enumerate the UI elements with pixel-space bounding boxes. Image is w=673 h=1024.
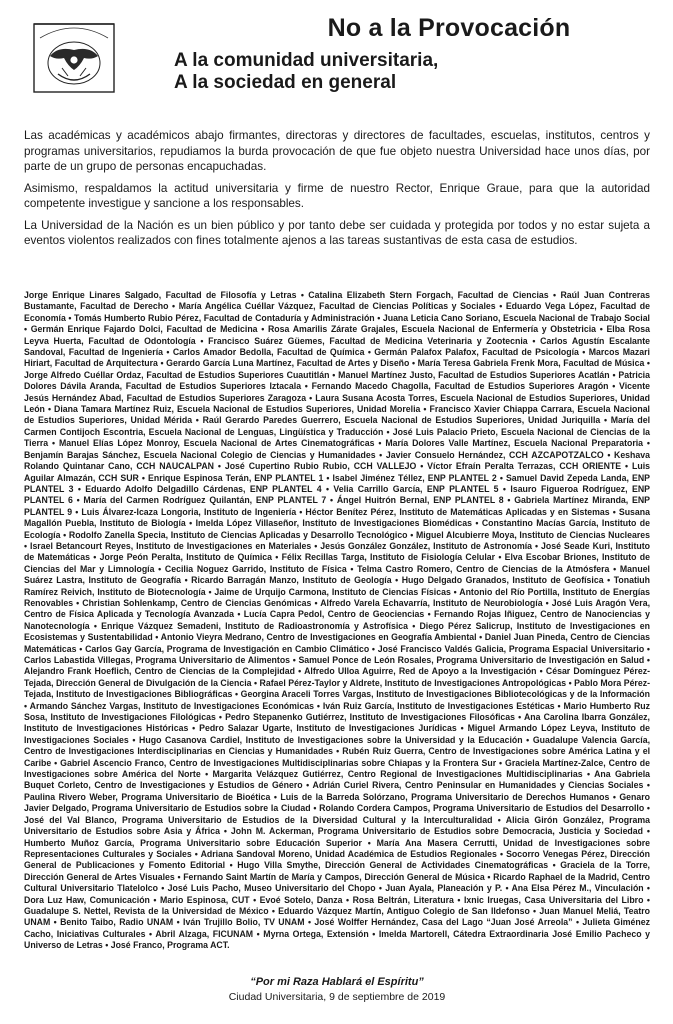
document-header [24,12,650,122]
university-motto: “Por mi Raza Hablará el Espíritu” [250,976,424,988]
place-and-date: Ciudad Universitaria, 9 de septiembre de 2019 [228,991,446,1003]
document-page [24,12,650,1003]
subtitle-line-2: A la sociedad en general [174,72,397,93]
unam-seal-logo [28,16,120,96]
signatories-list: Jorge Enrique Linares Salgado, Facultad de Filosofía y Letras • Catalina Elizabeth Stern Forgach, Facultad de Ciencias • Raúl Juan Contreras Bustamante, Facultad de Derecho • María Angélica Cuéllar Vázquez, Facultad de Ciencias Políticas y Sociales • Eduardo Vega López, Facultad de Economía • Tomás Humberto Rubio Pérez, Facultad de Contaduría y Administración • Juana Leticia Cano Soriano, Escuela Nacional de Trabajo Social • Germán Enrique Fajardo Dolci, Facultad de Medicina • Rosa Amarilis Zárate Grajales, Escuela Nacional de Enfermería y Obstetricia • Elba Rosa Leyva Huerta, Facultad de Odontología • Francisco Suárez Güemes, Facultad de Medicina Veterinaria y Zootecnia • Carlos Agustín Escalante Sandoval, Facultad de Ingeniería • Carlos Amador Bedolla, Facultad de Química • Germán Palafox Palafox, Facultad de Psicología • Marcos Mazari Hiriart, Facultad de Arquitectura • Gerardo García Luna Martínez, Facultad de Artes y Diseño • María Teresa Gabriela Frenk Mora, Facultad de Música • Jorge Alfredo Cuéllar Ordaz, Facultad de Estudios Superiores Cuautitlán • Manuel Martínez Justo, Facultad de Estudios Superiores Acatlán • Patricia Dolores Dávila Aranda, Facultad de Estudios Superiores Iztacala • Fernando Macedo Chagolla, Facultad de Estudios Superiores Aragón • Vicente Jesús Hernández Abad, Facultad de Estudios Superiores Zaragoza • Laura Susana Acosta Torres, Escuela Nacional de Estudios Superiores, Unidad León • Diana Tamara Martínez Ruiz, Escuela Nacional de Estudios Superiores, Unidad Morelia • Francisco Xavier Chiappa Carrara, Escuela Nacional de Estudios Superiores, Unidad Mérida • Raúl Gerardo Paredes Guerrero, Escuela Nacional de Estudios Superiores, Unidad Juriquilla • María del Carmen Contijoch Escontria, Escuela Nacional de Lenguas, Lingüística y Traducción • José Luis Palacio Prieto, Escuela Nacional de Ciencias de la Tierra • Manuel Elías López Monroy, Escuela Nacional de Artes Cinematográficas • María Dolores Valle Martínez, Escuela Nacional Preparatoria • Benjamín Barajas Sánchez, Escuela Nacional Colegio de Ciencias y Humanidades • Javier Consuelo Hernández, CCH AZCAPOTZALCO • Keshava Rolando Quintanar Cano, CCH NAUCALPAN • José Cupertino Rubio Rubio, CCH VALLEJO • Víctor Efraín Peralta Terrazas, CCH ORIENTE • Luis Aguilar Almazán, CCH SUR • Enrique Espinosa Terán, ENP PLANTEL 1 • Isabel Jiménez Téllez, ENP PLANTEL 2 • Samuel David Zepeda Landa, ENP PLANTEL 3 • Eduardo Adolfo Delgadillo Cárdenas, ENP PLANTEL 4 • Velia Carrillo García, ENP PLANTEL 5 • Isauro Figueroa Rodríguez, ENP PLANTEL 6 • María del Carmen Rodríguez Quilantán, ENP PLANTEL 7 • Ángel Huitrón Bernal, ENP PLANTEL 8 • Gabriela Martínez Miranda, ENP PLANTEL 9 • Luis Álvarez-Icaza Longoria, Instituto de Ingeniería • Héctor Benítez Pérez, Instituto de Matemáticas Aplicadas y en Sistemas • Susana Magallón Puebla, Instituto de Biología • Imelda López Villaseñor, Instituto de Investigaciones Biomédicas • Constantino Macías García, Instituto de Ecología • Rodolfo Zanella Specia, Instituto de Ciencias Aplicadas y Desarrollo Tecnológico • Miguel Alcubierre Moya, Instituto de Ciencias Nucleares • Israel Betancourt Reyes, Instituto de Investigaciones en Materiales • Jesús González González, Instituto de Astronomía • José Seade Kuri, Instituto de Matemáticas • Jorge Peón Peralta, Instituto de Química • Félix Recillas Targa, Instituto de Fisiología Celular • Elva Escobar Briones, Instituto de Ciencias del Mar y Limnología • Cecilia Noguez Garrido, Instituto de Física • Telma Castro Romero, Centro de Ciencias de la Atmósfera • Manuel Suárez Lastra, Instituto de Geografía • Ricardo Barragán Manzo, Instituto de Geología • Hugo Delgado Granados, Instituto de Geofísica • Tonatiuh Ramírez Reivich, Instituto de Biotecnología • Jaime de Urquijo Carmona, Instituto de Ciencias Físicas • Antonio del Río Portilla, Instituto de Energías Renovables • Christian Sohlenkamp, Centro de Ciencias Genómicas • Alfredo Varela Echavarría, Instituto de Neurobiología • José Luis Aragón Vera, Centro de Física Aplicada y Tecnología Avanzada • Lucía Capra Pedol, Centro de Geociencias • Fernando Rojas Iñiguez, Centro de Nanociencias y Nanotecnología • Enrique Vázquez Semadeni, Instituto de Radioastronomía y Astrofísica • Diego Pérez Salicrup, Instituto de Investigaciones en Ecosistemas y Sustentabilidad • Antonio Vieyra Medrano, Centro de Investigaciones en Geografía Ambiental • Daniel Juan Pineda, Centro de Ciencias Matemáticas • Carlos Gay García, Programa de Investigación en Cambio Climático • José Francisco Valdés Galicia, Programa Espacial Universitario • Carlos Labastida Villegas, Programa Universitario de Alimentos • Samuel Ponce de León Rosales, Programa Universitario de Investigación en Salud • Alejandro Frank Hoeflich, Centro de Ciencias de la Complejidad • Alfredo Ulloa Aguirre, Red de Apoyo a la Investigación • César Domínguez Pérez-Tejada, Dirección General de Divulgación de la Ciencia • Rafael Pérez-Taylor y Aldrete, Instituto de Investigaciones Antropológicas • Pablo Mora Pérez-Tejada, Instituto de Investigaciones Bibliográficas • Georgina Araceli Torres Vargas, Instituto de Investigaciones Bibliotecológicas y de la Información • Armando Sánchez Vargas, Instituto de Investigaciones Económicas • Iván Ruiz García, Instituto de Investigaciones Estéticas • Mario Humberto Ruz Sosa, Instituto de Investigaciones Filológicas • Pedro Stepanenko Gutiérrez, Instituto de Investigaciones Filosóficas • Ana Carolina Ibarra González, Instituto de Investigaciones Históricas • Pedro Salazar Ugarte, Instituto de Investigaciones Jurídicas • Miguel Armando López Leyva, Instituto de Investigaciones Sociales • Hugo Casanova Cardiel, Instituto de Investigaciones sobre la Universidad y la Educación • Guadalupe Valencia García, Centro de Investigaciones Interdisciplinarias en Ciencias y Humanidades • Rubén Ruiz Guerra, Centro de Investigaciones sobre América Latina y el Caribe • Gabriel Ascencio Franco, Centro de Investigaciones Multidisciplinarias sobre Chiapas y la Frontera Sur • Graciela Martínez-Zalce, Centro de Investigaciones sobre América del Norte • Margarita Velázquez Gutiérrez, Centro Regional de Investigaciones Multidisciplinarias • Ana Gabriela Buquet Corleto, Centro de Investigaciones y Estudios de Género • Adrián Curiel Rivera, Centro Peninsular en Humanidades y Ciencias Sociales • Paulina Rivero Weber, Programa Universitario de Bioética • Luis de la Barreda Solórzano, Programa Universitario de Derechos Humanos • Genaro Javier Delgado, Programa Universitario de Estudios sobre la Ciudad • Rolando Cordera Campos, Programa Universitario de Estudios del Desarrollo • José del Val Blanco, Programa Universitario de Estudios de la Diversidad Cultural y la Interculturalidad • Alicia Girón González, Programa Universitario de Estudios sobre Asia y África • John M. Ackerman, Programa Universitario de Estudios sobre Democracia, Justicia y Sociedad • Humberto Muñoz García, Programa Universitario sobre Educación Superior • María Ana Masera Cerrutti, Unidad de Investigaciones sobre Representaciones Culturales y Sociales • Adriana Sandoval Moreno, Unidad Académica de Estudios Regionales • Socorro Venegas Pérez, Dirección General de Publicaciones y Fomento Editorial • Hugo Villa Smythe, Dirección General de Actividades Cinematográficas • Graciela de la Torre, Dirección General de Artes Visuales • Fernando Saint Martín de María y Campos, Dirección General de Música • Ricardo Raphael de la Madrid, Centro Cultural Universitario Tlatelolco • José Luis Pacho, Museo Universitario del Chopo • Juan Ayala, Planeación y P. • Ana Elsa Pérez M., Vinculación • Dora Luz Haw, Comunicación • Mario Espinosa, CUT • Evoé Sotelo, Danza • Rosa Beltrán, Literatura • Ixnic Iruegas, Casa Universitaria del Libro • Guadalupe S. Nettel, Revista de la Universidad de México • Eduardo Vázquez Martín, Antiguo Colegio de San Ildefonso • Juan Manuel Meliá, Teatro UNAM • Benito Taibo, Radio UNAM • Iván Trujillo Bolio, TV UNAM • José Wolffer Hernández, Casa del Lago “Juan José Arreola” • Julieta Giménez Cacho, Iniciativas Culturales • Abril Alzaga, FICUNAM • Myrna Ortega, Extensión • Imelda Martorell, Cátedra Extraordinaria José Emilio Pacheco y Universo de Letras • José Franco, Programa ACT. [24,290,650,951]
subtitle-line-1: A la comunidad universitaria, [174,50,439,71]
statement-paragraph-3: La Universidad de la Nación es un bien público y por tanto debe ser cuidada y protegida por todos y no estar sujeta a eventos violentos realizados con fines totalmente ajenos a las tareas sustantivas de esta casa de estudios. [24,218,650,247]
statement-body [24,128,650,255]
statement-paragraph-2: Asimismo, respaldamos la actitud universitaria y firme de nuestro Rector, Enrique Graue, para que la autoridad competente investigue y sancione a los responsables. [24,181,650,210]
subtitle [174,50,634,94]
statement-paragraph-1: Las académicas y académicos abajo firmantes, directoras y directores de facultades, escuelas, institutos, centros y programas universitarios, repudiamos la burda provocación de que fue objeto nuestra Universidad hace unos días, por parte de un grupo de personas encapuchadas. [24,129,650,173]
page-title: No a la Provocación [327,14,571,42]
